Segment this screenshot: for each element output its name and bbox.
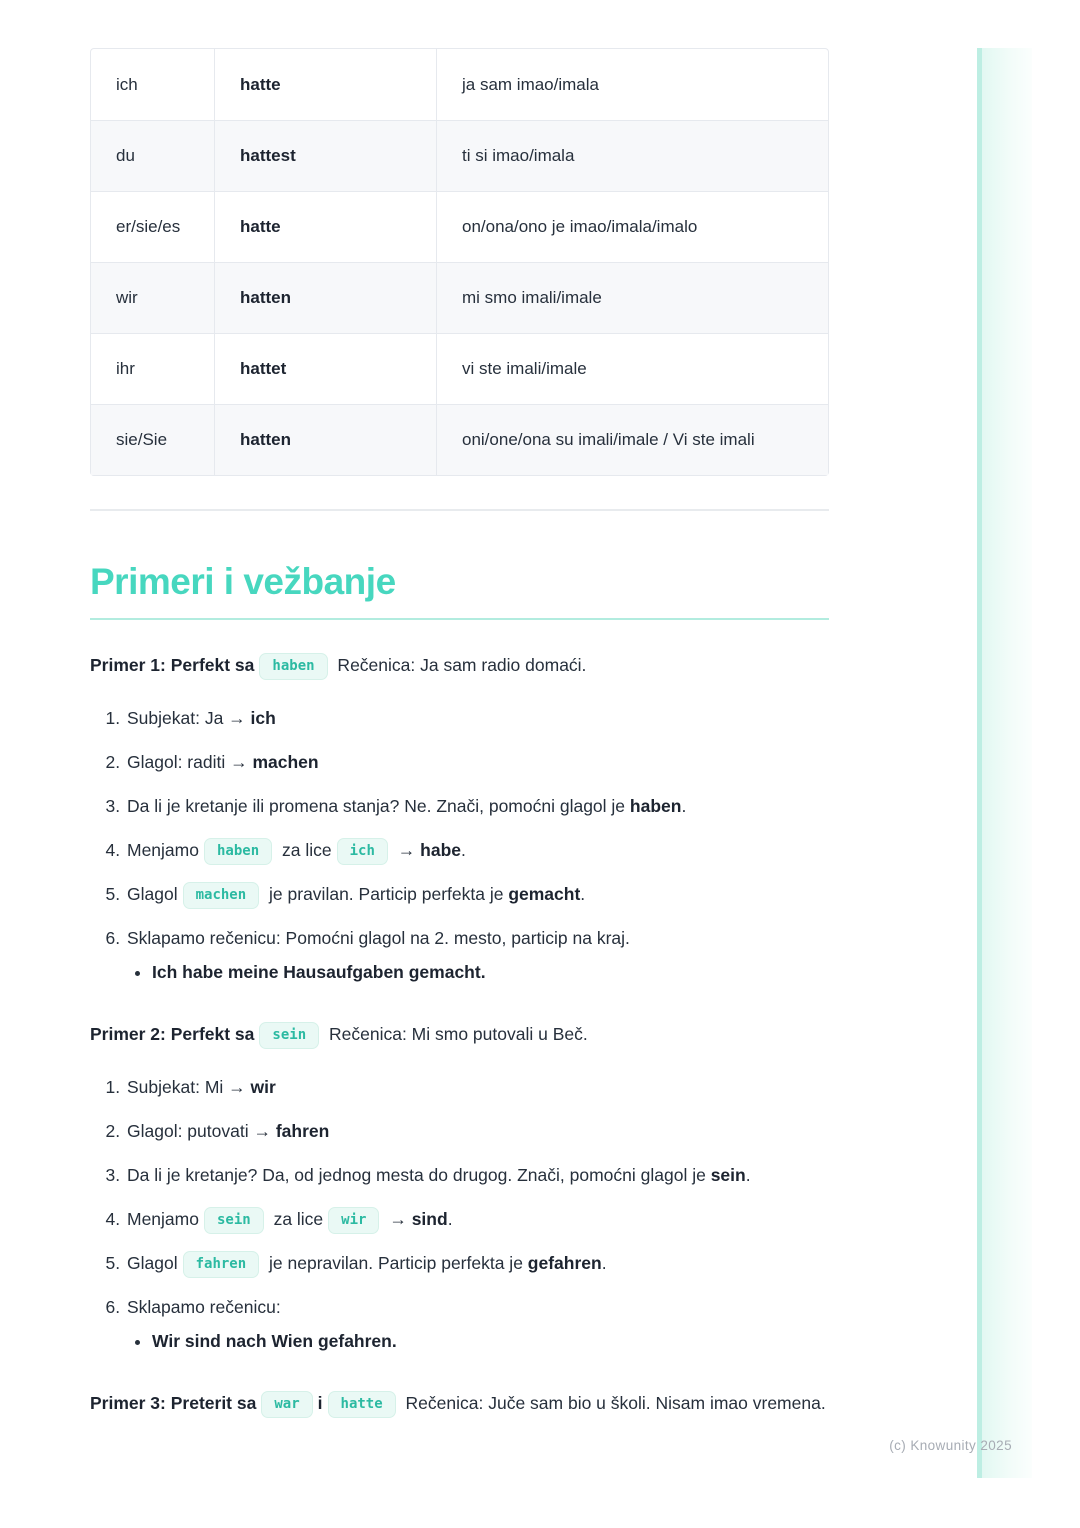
bold-text-run: Wir sind nach Wien gefahren. xyxy=(152,1331,397,1351)
result-list xyxy=(127,1325,829,1358)
bold-text-run: Primer 3: Preterit sa xyxy=(90,1393,257,1413)
table-row xyxy=(91,191,828,262)
table-row xyxy=(91,49,828,120)
translation-cell: vi ste imali/imale xyxy=(436,333,828,404)
example-2-steps xyxy=(90,1071,829,1358)
text-run: je pravilan. Particip perfekta je xyxy=(264,884,509,904)
text-run: Menjamo xyxy=(127,840,199,860)
bold-text-run: i xyxy=(317,1393,323,1413)
bold-text-run: gefahren xyxy=(527,1253,602,1273)
step-item xyxy=(125,922,829,989)
translation-cell: ti si imao/imala xyxy=(436,120,828,191)
translation-cell: mi smo imali/imale xyxy=(436,262,828,333)
pronoun-cell: er/sie/es xyxy=(91,191,214,262)
bold-text-run: ich xyxy=(250,708,276,728)
conjugation-table xyxy=(90,48,829,476)
example-3-intro xyxy=(90,1386,829,1420)
bold-text-run: Primer 1: Perfekt sa xyxy=(90,655,255,675)
text-run: . xyxy=(681,796,687,816)
inline-code-chip: ich xyxy=(337,838,388,865)
bold-text-run: gemacht xyxy=(508,884,581,904)
step-item xyxy=(125,878,829,911)
bold-text-run: Primer 2: Perfekt sa xyxy=(90,1024,255,1044)
translation-cell: ja sam imao/imala xyxy=(436,49,828,120)
bold-text-run: sind xyxy=(411,1209,448,1229)
inline-code-chip: fahren xyxy=(183,1251,260,1278)
text-run: Subjekat: Mi → xyxy=(127,1077,251,1097)
bold-text-run: habe xyxy=(420,840,461,860)
text-run: Glagol: putovati → xyxy=(127,1121,276,1141)
verb-cell: hattest xyxy=(214,120,436,191)
text-run: → xyxy=(392,840,421,860)
page-edge-accent xyxy=(977,48,1032,1478)
text-run: . xyxy=(461,840,466,860)
text-run: Glagol xyxy=(127,1253,178,1273)
text-run: Glagol: raditi → xyxy=(127,752,253,772)
inline-code-chip: war xyxy=(261,1391,312,1418)
text-run: za lice xyxy=(268,1209,324,1229)
inline-code-chip: sein xyxy=(259,1022,319,1049)
step-item xyxy=(125,834,829,867)
step-item xyxy=(125,1115,829,1148)
pronoun-cell: wir xyxy=(91,262,214,333)
text-run: Menjamo xyxy=(127,1209,199,1229)
text-run: . xyxy=(447,1209,453,1229)
text-run: . xyxy=(580,884,586,904)
step-item xyxy=(125,746,829,779)
example-1-intro xyxy=(90,648,829,682)
bold-text-run: haben xyxy=(629,796,682,816)
step-item xyxy=(125,1291,829,1358)
text-run: Da li je kretanje ili promena stanja? Ne. Znači, pomoćni glagol je xyxy=(127,796,630,816)
section-divider xyxy=(90,509,829,511)
section-heading: Primeri i vežbanje xyxy=(90,561,829,620)
text-run: Sklapamo rečenicu: Pomoćni glagol na 2. mesto, particip na kraj. xyxy=(127,928,630,948)
pronoun-cell: ich xyxy=(116,74,138,94)
text-run: . xyxy=(601,1253,607,1273)
text-run: . xyxy=(745,1165,751,1185)
result-sentence xyxy=(152,1325,829,1358)
verb-cell: hatten xyxy=(214,262,436,333)
inline-code-chip: wir xyxy=(328,1207,379,1234)
step-item xyxy=(125,790,829,823)
bold-text-run: Ich habe meine Hausaufgaben gemacht. xyxy=(152,962,486,982)
step-item xyxy=(125,702,829,735)
step-item xyxy=(125,1159,829,1192)
text-run: Rečenica: Mi smo putovali u Beč. xyxy=(324,1024,588,1044)
step-item xyxy=(125,1203,829,1236)
inline-code-chip: sein xyxy=(204,1207,264,1234)
text-run: Rečenica: Ja sam radio domaći. xyxy=(332,655,587,675)
table-row xyxy=(91,262,828,333)
bold-text-run: machen xyxy=(252,752,319,772)
verb-cell: hattet xyxy=(214,333,436,404)
verb-cell: hatten xyxy=(214,404,436,475)
step-item xyxy=(125,1247,829,1280)
text-run: Rečenica: Juče sam bio u školi. Nisam imao vremena. xyxy=(400,1393,826,1413)
inline-code-chip: machen xyxy=(183,882,260,909)
table-row xyxy=(91,333,828,404)
inline-code-chip: haben xyxy=(259,653,327,680)
bold-text-run: fahren xyxy=(275,1121,330,1141)
document-content xyxy=(90,48,829,1420)
text-run: Subjekat: Ja → xyxy=(127,708,251,728)
pronoun-cell: ihr xyxy=(91,333,214,404)
table-row xyxy=(91,120,828,191)
pronoun-cell: sie/Sie xyxy=(91,404,214,475)
bold-text-run: wir xyxy=(250,1077,276,1097)
text-run: je nepravilan. Particip perfekta je xyxy=(264,1253,528,1273)
text-run: za lice xyxy=(277,840,332,860)
bold-text-run: sein xyxy=(710,1165,746,1185)
verb-cell: hatte xyxy=(214,49,436,120)
example-1-steps xyxy=(90,702,829,989)
result-list xyxy=(127,956,829,989)
example-2-intro xyxy=(90,1017,829,1051)
pronoun-cell: du xyxy=(91,120,214,191)
result-sentence xyxy=(152,956,829,989)
step-item xyxy=(125,1071,829,1104)
translation-cell: oni/one/ona su imali/imale / Vi ste imali xyxy=(436,404,828,475)
text-run: Da li je kretanje? Da, od jednog mesta do drugog. Znači, pomoćni glagol je xyxy=(127,1165,711,1185)
inline-code-chip: haben xyxy=(204,838,272,865)
text-run: Glagol xyxy=(127,884,178,904)
text-run: Sklapamo rečenicu: xyxy=(127,1297,281,1317)
text-run: → xyxy=(384,1209,412,1229)
translation-cell: on/ona/ono je imao/imala/imalo xyxy=(436,191,828,262)
copyright-notice: (c) Knowunity 2025 xyxy=(889,1438,1012,1453)
verb-cell: hatte xyxy=(214,191,436,262)
inline-code-chip: hatte xyxy=(328,1391,396,1418)
table-row xyxy=(91,404,828,475)
